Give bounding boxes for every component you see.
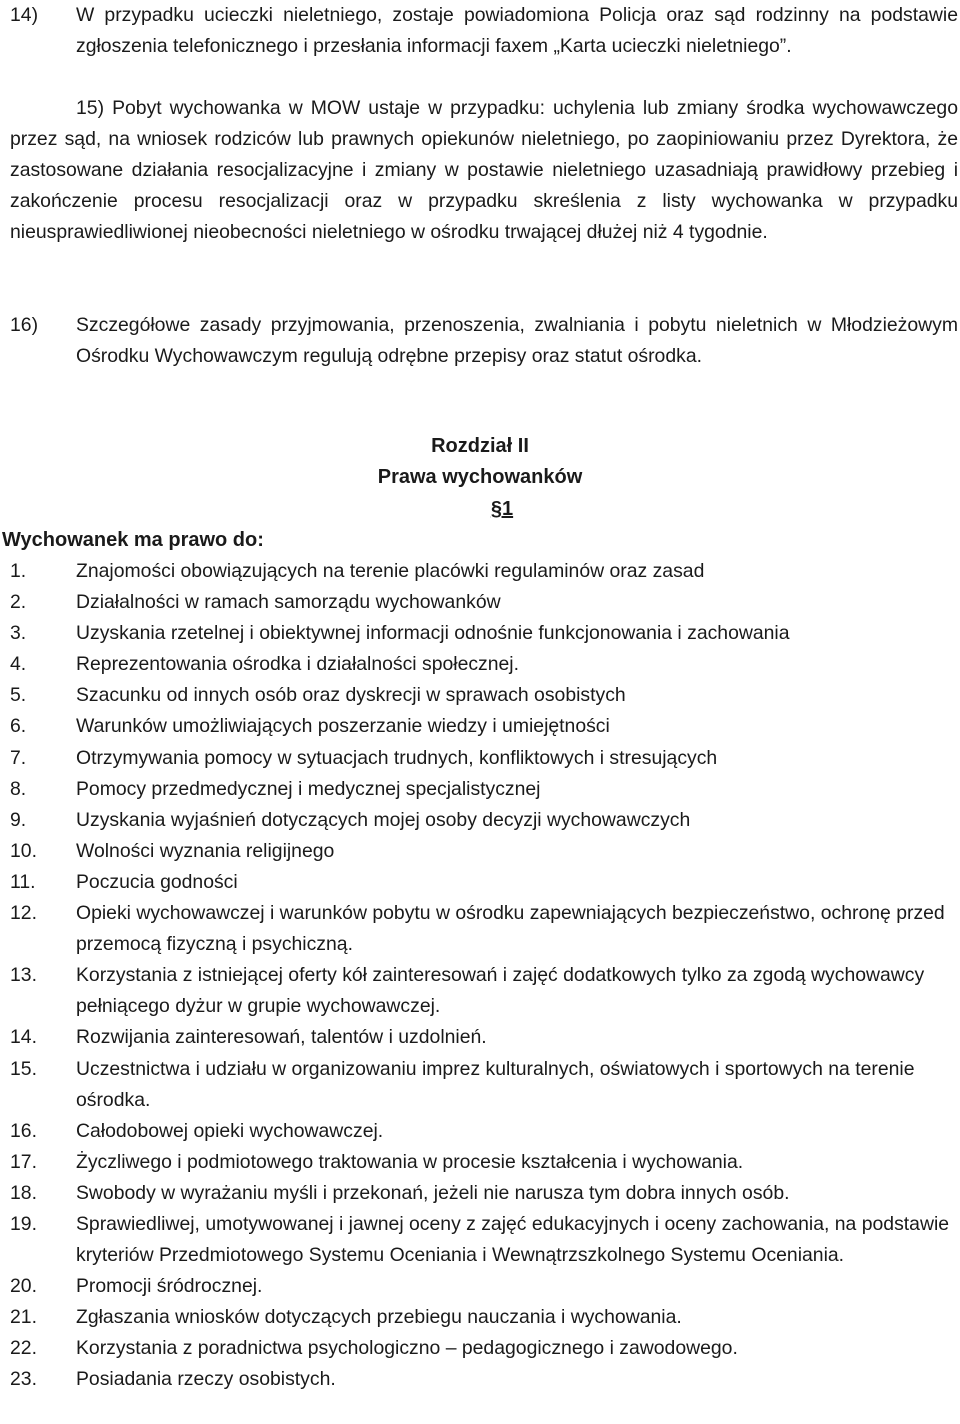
list-item bbox=[10, 711, 958, 742]
list-item bbox=[10, 1364, 958, 1395]
list-item-text: Życzliwego i podmiotowego traktowania w procesie kształcenia i wychowania. bbox=[76, 1150, 744, 1173]
list-item bbox=[10, 680, 958, 711]
paragraph-text-content: Pobyt wychowanka w MOW ustaje w przypadku: uchylenia lub zmiany środka wychowawczego przez sąd, na wniosek rodziców lub prawnych opiekunów nieletniego, po zaopiniowaniu przez Dyrektora, że zastosowane działania resocjalizacyjne i zmiany w postawie nieletniego uzasadniają prawidłowy przebieg i zakończenie procesu resocjalizacji oraz w przypadku skreślenia z listy wychowanka w przypadku nieusprawiedliwionej nieobecności nieletniego w ośrodku trwającej dłużej niż 4 tygodnie. bbox=[10, 97, 958, 244]
rights-list bbox=[10, 556, 958, 1396]
paragraph-15 bbox=[10, 93, 958, 248]
list-item bbox=[10, 805, 958, 836]
paragraph-number: 15) bbox=[76, 97, 105, 119]
list-item bbox=[10, 649, 958, 680]
list-item bbox=[10, 1302, 958, 1333]
list-item-text: Uzyskania rzetelnej i obiektywnej informacji odnośnie funkcjonowania i zachowania bbox=[76, 622, 790, 645]
section-heading bbox=[0, 494, 960, 525]
list-item-text: Swobody w wyrażaniu myśli i przekonań, jeżeli nie narusza tym dobra innych osób. bbox=[76, 1181, 790, 1204]
list-item bbox=[10, 1209, 958, 1271]
list-item bbox=[10, 1333, 958, 1364]
paragraph-text: W przypadku ucieczki nieletniego, zostaje powiadomiona Policja oraz sąd rodzinny na podstawie zgłoszenia telefonicznego i przesłania informacji faxem „Karta ucieczki nieletniego”. bbox=[76, 4, 958, 58]
list-item-text: Sprawiedliwej, umotywowanej i jawnej oceny z zajęć edukacyjnych i oceny zachowania, na podstawie kryteriów Przedmiotowego Systemu Oceniania i Wewnątrzszkolnego Systemu Oceniania. bbox=[76, 1212, 950, 1267]
list-item bbox=[10, 960, 958, 1022]
list-item-number: 10. bbox=[10, 839, 37, 862]
list-item-text: Uczestnictwa i udziału w organizowaniu imprez kulturalnych, oświatowych i sportowych na terenie ośrodka. bbox=[76, 1057, 915, 1111]
list-item-number: 11. bbox=[10, 870, 36, 893]
chapter-title: Rozdział II bbox=[431, 435, 529, 457]
list-item bbox=[10, 898, 958, 960]
list-item bbox=[10, 1178, 958, 1209]
list-item-number: 2. bbox=[10, 591, 27, 614]
paragraph-14 bbox=[10, 0, 958, 62]
list-item-number: 1. bbox=[10, 560, 27, 582]
list-item bbox=[10, 587, 958, 618]
paragraph-16 bbox=[10, 310, 958, 372]
list-item-text: Promocji śródrocznej. bbox=[76, 1275, 263, 1298]
chapter-subtitle: Prawa wychowanków bbox=[377, 466, 583, 488]
list-item-number: 13. bbox=[10, 964, 37, 987]
list-item-number: 23. bbox=[10, 1368, 37, 1391]
list-item bbox=[10, 1271, 958, 1302]
list-item-number: 4. bbox=[10, 653, 27, 676]
paragraph-number: 16) bbox=[10, 314, 39, 336]
list-item-text: Poczucia godności bbox=[76, 870, 238, 893]
list-item-text: Całodobowej opieki wychowawczej. bbox=[76, 1119, 384, 1142]
list-item-text: Znajomości obowiązujących na terenie placówki regulaminów oraz zasad bbox=[76, 560, 705, 582]
paragraph-text bbox=[10, 93, 958, 248]
list-item-text: Posiadania rzeczy osobistych. bbox=[76, 1368, 336, 1391]
list-item-number: 21. bbox=[10, 1306, 37, 1329]
list-item-text: Wolności wyznania religijnego bbox=[76, 839, 335, 862]
list-item bbox=[10, 1147, 958, 1178]
list-item bbox=[10, 867, 958, 898]
list-item-number: 14. bbox=[10, 1026, 37, 1049]
list-item-number: 9. bbox=[10, 808, 27, 831]
list-item bbox=[10, 1054, 958, 1116]
paragraph-number: 14) bbox=[10, 4, 39, 26]
list-item-number: 7. bbox=[10, 746, 27, 769]
paragraph-text: Szczegółowe zasady przyjmowania, przenoszenia, zwalniania i pobytu nieletnich w Młodzieżowym Ośrodku Wychowawczym regulują odrębne przepisy oraz statut ośrodka. bbox=[76, 314, 958, 368]
list-item-text: Otrzymywania pomocy w sytuacjach trudnych, konfliktowych i stresujących bbox=[76, 746, 718, 769]
list-item-number: 17. bbox=[10, 1150, 37, 1173]
list-item-text: Zgłaszania wniosków dotyczących przebiegu nauczania i wychowania. bbox=[76, 1306, 682, 1329]
section-number: §1 bbox=[490, 498, 514, 520]
list-item-text: Rozwijania zainteresowań, talentów i uzdolnień. bbox=[76, 1026, 487, 1049]
list-item bbox=[10, 836, 958, 867]
list-item-text: Działalności w ramach samorządu wychowanków bbox=[76, 591, 501, 614]
list-item-number: 20. bbox=[10, 1275, 37, 1298]
list-item bbox=[10, 774, 958, 805]
list-item-number: 5. bbox=[10, 684, 27, 707]
list-item bbox=[10, 1116, 958, 1147]
list-item-text: Uzyskania wyjaśnień dotyczących mojej osoby decyzji wychowawczych bbox=[76, 808, 691, 831]
list-item bbox=[10, 743, 958, 774]
list-item bbox=[10, 1022, 958, 1053]
list-item-number: 15. bbox=[10, 1057, 37, 1080]
list-item-number: 16. bbox=[10, 1119, 37, 1142]
list-item-number: 6. bbox=[10, 715, 27, 738]
list-item-text: Reprezentowania ośrodka i działalności społecznej. bbox=[76, 653, 520, 676]
list-item-number: 3. bbox=[10, 622, 27, 645]
list-item-number: 22. bbox=[10, 1337, 37, 1360]
rights-intro: Wychowanek ma prawo do: bbox=[2, 529, 264, 551]
list-item-text: Korzystania z poradnictwa psychologiczno – pedagogicznego i zawodowego. bbox=[76, 1337, 738, 1360]
list-item-number: 8. bbox=[10, 777, 27, 800]
list-item-number: 18. bbox=[10, 1181, 37, 1204]
list-item bbox=[10, 556, 958, 587]
list-item bbox=[10, 618, 958, 649]
list-item-text: Korzystania z istniejącej oferty kół zainteresowań i zajęć dodatkowych tylko za zgodą wychowawcy pełniącego dyżur w grupie wychowawczej. bbox=[76, 964, 925, 1018]
list-item-text: Opieki wychowawczej i warunków pobytu w ośrodku zapewniających bezpieczeństwo, ochronę przed przemocą fizyczną i psychiczną. bbox=[76, 902, 945, 956]
list-item-number: 12. bbox=[10, 902, 37, 925]
list-item-text: Szacunku od innych osób oraz dyskrecji w sprawach osobistych bbox=[76, 684, 626, 707]
list-item-text: Warunków umożliwiających poszerzanie wiedzy i umiejętności bbox=[76, 715, 610, 738]
list-item-text: Pomocy przedmedycznej i medycznej specjalistycznej bbox=[76, 777, 541, 800]
list-item-number: 19. bbox=[10, 1212, 37, 1235]
